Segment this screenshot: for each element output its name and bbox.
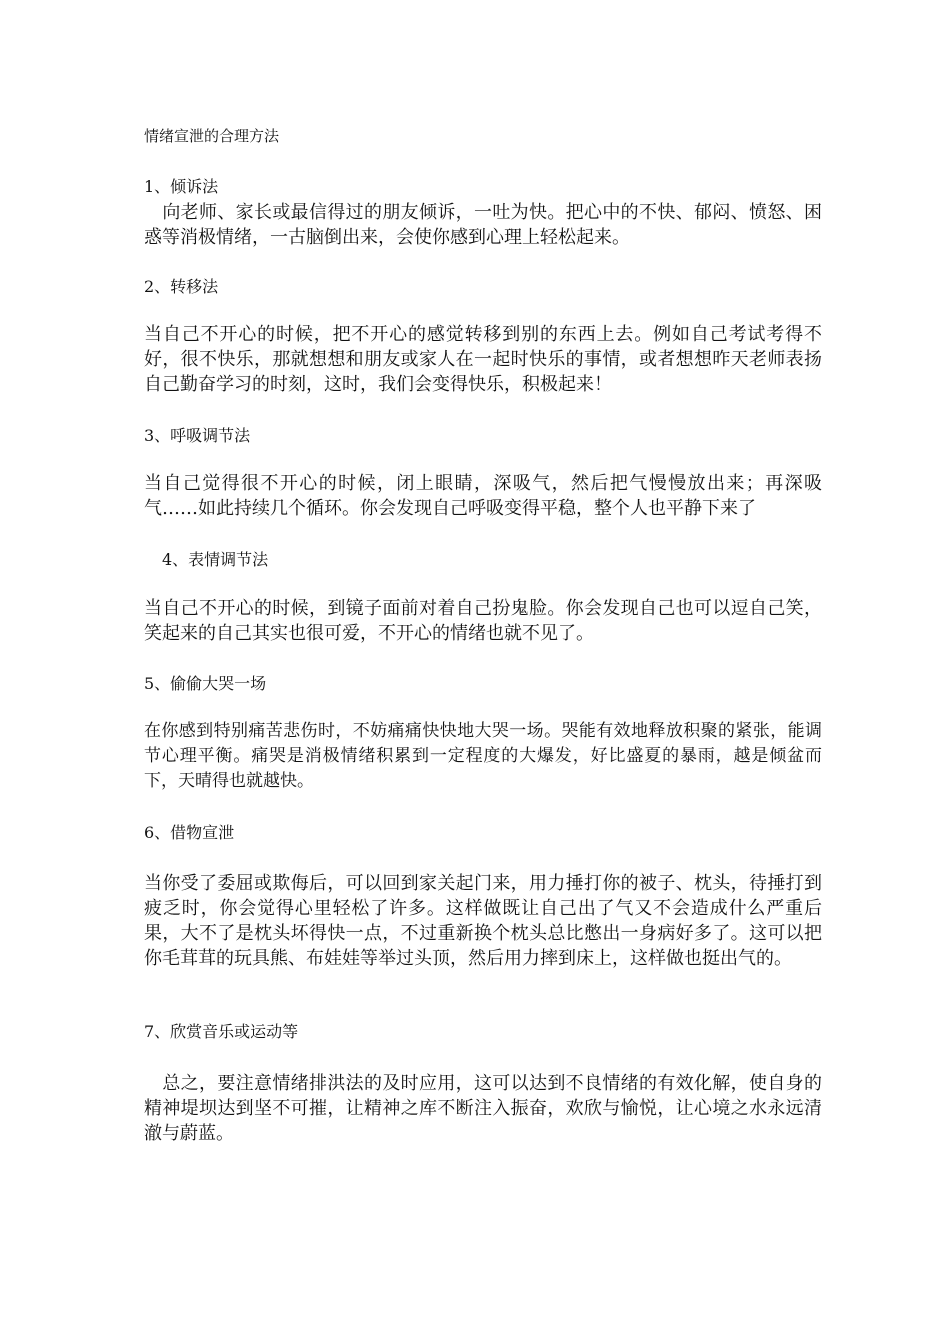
section-text-expression: 当自己不开心的时候，到镜子面前对着自己扮鬼脸。你会发现自己也可以逗自己笑，笑起来的自己其实也很可爱，不开心的情绪也就不见了。 — [144, 598, 822, 644]
document-title: 情绪宣泄的合理方法 — [144, 127, 280, 145]
section-text-confide: 向老师、家长或最信得过的朋友倾诉，一吐为快。把心中的不快、郁闷、愤怒、困惑等消极情绪，一古脑倒出来，会使你感到心理上轻松起来。 — [144, 202, 822, 248]
section-text-objects: 当你受了委屈或欺侮后，可以回到家关起门来，用力捶打你的被子、枕头，待捶打到疲乏时，你会觉得心里轻松了许多。这样做既让自己出了气又不会造成什么严重后果，大不了是枕头坏得快一点，不过重新换个枕头总比憋出一身病好多了。这可以把你毛茸茸的玩具熊、布娃娃等举过头顶，然后用力摔到床上，这样做也挺出气的。 — [144, 873, 822, 969]
section-heading-objects: 6、借物宣泄 — [144, 823, 235, 842]
conclusion-text: 总之，要注意情绪排洪法的及时应用，这可以达到不良情绪的有效化解，使自身的精神堤坝达到坚不可摧，让精神之库不断注入振奋，欢欣与愉悦，让心境之水永远清澈与蔚蓝。 — [144, 1073, 822, 1144]
section-text-transfer: 当自己不开心的时候，把不开心的感觉转移到别的东西上去。例如自己考试考得不好，很不快乐，那就想想和朋友或家人在一起时快乐的事情，或者想想昨天老师表扬自己勤奋学习的时刻，这时，我们会变得快乐，积极起来！ — [144, 324, 822, 395]
section-text-crying: 在你感到特别痛苦悲伤时，不妨痛痛快快地大哭一场。哭能有效地释放积聚的紧张，能调节心理平衡。痛哭是消极情绪积累到一定程度的大爆发，好比盛夏的暴雨，越是倾盆而下，天晴得也就越快。 — [144, 721, 822, 791]
section-heading-music: 7、欣赏音乐或运动等 — [144, 1022, 299, 1041]
section-heading-crying: 5、偷偷大哭一场 — [144, 674, 267, 693]
section-text-breathing: 当自己觉得很不开心的时候，闭上眼睛，深吸气，然后把气慢慢放出来；再深吸气……如此持续几个循环。你会发现自己呼吸变得平稳，整个人也平静下来了 — [144, 473, 822, 519]
section-heading-confide: 1、倾诉法 — [144, 177, 219, 196]
section-heading-transfer: 2、转移法 — [144, 277, 219, 296]
section-heading-expression: 4、表情调节法 — [162, 550, 269, 569]
section-heading-breathing: 3、呼吸调节法 — [144, 426, 251, 445]
